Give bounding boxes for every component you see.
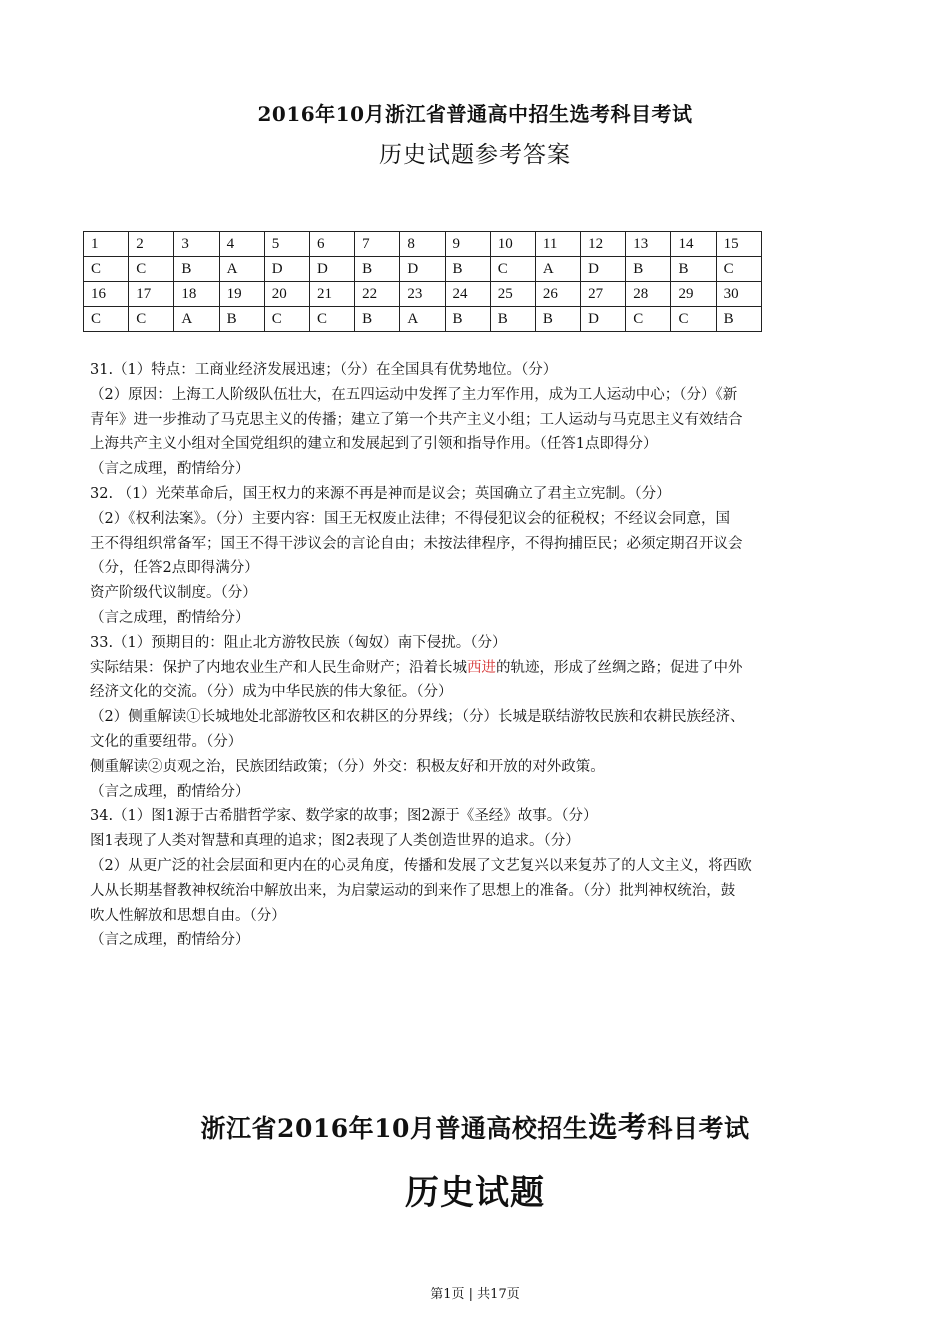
answer-text: 的轨迹，形成了丝绸之路；促进了中外 <box>496 659 743 676</box>
table-cell: 17 <box>129 282 174 307</box>
table-cell: C <box>129 257 174 282</box>
table-cell: 13 <box>626 232 671 257</box>
table-cell: B <box>535 307 580 332</box>
exam-title-part: 科目考试 <box>647 1114 750 1143</box>
table-cell: 30 <box>716 282 761 307</box>
answer-line: 王不得组织常备军；国王不得干涉议会的言论自由；未按法律程序，不得拘捕臣民；必须定期召开议会 <box>90 535 743 552</box>
table-cell: A <box>535 257 580 282</box>
table-cell: B <box>445 257 490 282</box>
table-cell: B <box>355 257 400 282</box>
table-cell: 5 <box>264 232 309 257</box>
answer-line: 32. （1）光荣革命后，国王权力的来源不再是神而是议会；英国确立了君主立宪制。（分） <box>90 485 671 502</box>
table-cell: 14 <box>671 232 716 257</box>
answer-line: （2）原因：上海工人阶级队伍壮大，在五四运动中发挥了主力军作用，成为工人运动中心；（分）《新 <box>90 386 738 403</box>
table-cell: C <box>84 307 129 332</box>
answer-line: 文化的重要纽带。（分） <box>90 733 243 750</box>
answer-line: （言之成理，酌情给分） <box>90 932 250 949</box>
exam-title-part: 选考 <box>588 1110 648 1144</box>
highlighted-text: 西进 <box>467 659 496 676</box>
table-cell: B <box>626 257 671 282</box>
answer-line: （分，任答2点即得满分） <box>90 560 259 577</box>
table-cell: 24 <box>445 282 490 307</box>
table-cell: B <box>490 307 535 332</box>
answer-line: 31.（1）特点：工商业经济发展迅速；（分）在全国具有优势地位。（分） <box>90 362 558 378</box>
answer-line: （2）《权利法案》。（分）主要内容：国王无权废止法律；不得侵犯议会的征税权；不经议会同意，国 <box>90 510 730 527</box>
answer-line: （2）侧重解读①长城地处北部游牧区和农耕区的分界线；（分）长城是联结游牧民族和农耕民族经济、 <box>90 709 745 726</box>
table-cell: 12 <box>581 232 626 257</box>
table-cell: B <box>671 257 716 282</box>
answer-line: 侧重解读②贞观之治，民族团结政策；（分）外交：积极友好和开放的对外政策。 <box>90 758 605 775</box>
answers-section <box>90 358 870 953</box>
table-cell: 2 <box>129 232 174 257</box>
answer-line: （言之成理，酌情给分） <box>90 461 250 478</box>
table-cell: 18 <box>174 282 219 307</box>
answer-line: 上海共产主义小组对全国党组织的建立和发展起到了引领和指导作用。（任答1点即得分） <box>90 436 658 453</box>
answer-line: 经济文化的交流。（分）成为中华民族的伟大象征。（分） <box>90 684 453 701</box>
table-row <box>84 282 762 307</box>
page-title: 2016年10月浙江省普通高中招生选考科目考试 <box>257 102 693 126</box>
answer-line: 资产阶级代议制度。（分） <box>90 585 257 602</box>
answer-text: 实际结果：保护了内地农业生产和人民生命财产；沿着长城 <box>90 659 467 676</box>
table-cell: 11 <box>535 232 580 257</box>
table-cell: C <box>309 307 354 332</box>
table-cell: D <box>309 257 354 282</box>
table-cell: B <box>174 257 219 282</box>
table-cell: C <box>84 257 129 282</box>
answer-line: （言之成理，酌情给分） <box>90 783 250 800</box>
exam-subtitle: 历史试题 <box>405 1173 545 1213</box>
table-cell: 3 <box>174 232 219 257</box>
table-cell: C <box>490 257 535 282</box>
table-cell: 27 <box>581 282 626 307</box>
page-subtitle: 历史试题参考答案 <box>379 142 571 168</box>
table-cell: C <box>716 257 761 282</box>
table-cell: 15 <box>716 232 761 257</box>
table-cell: 23 <box>400 282 445 307</box>
table-cell: 8 <box>400 232 445 257</box>
table-cell: 25 <box>490 282 535 307</box>
answer-line <box>90 656 870 681</box>
answer-line: 吹人性解放和思想自由。（分） <box>90 907 286 924</box>
table-cell: A <box>174 307 219 332</box>
table-cell: 7 <box>355 232 400 257</box>
answer-line: （言之成理，酌情给分） <box>90 609 250 626</box>
answer-line: 图1表现了人类对智慧和真理的追求；图2表现了人类创造世界的追求。（分） <box>90 833 580 850</box>
exam-title <box>0 1105 950 1146</box>
table-cell: B <box>219 307 264 332</box>
table-cell: B <box>445 307 490 332</box>
table-cell: 20 <box>264 282 309 307</box>
table-cell: B <box>355 307 400 332</box>
table-cell: 21 <box>309 282 354 307</box>
table-row <box>84 232 762 257</box>
table-cell: C <box>671 307 716 332</box>
answer-line: 33.（1）预期目的：阻止北方游牧民族（匈奴）南下侵扰。（分） <box>90 634 507 651</box>
table-cell: D <box>581 307 626 332</box>
answer-line: 人从长期基督教神权统治中解放出来，为启蒙运动的到来作了思想上的准备。（分）批判神权统治，鼓 <box>90 882 736 899</box>
table-cell: B <box>716 307 761 332</box>
table-cell: D <box>264 257 309 282</box>
table-cell: 28 <box>626 282 671 307</box>
table-cell: D <box>400 257 445 282</box>
table-cell: 10 <box>490 232 535 257</box>
table-cell: 22 <box>355 282 400 307</box>
table-cell: C <box>626 307 671 332</box>
table-cell: 6 <box>309 232 354 257</box>
table-cell: 16 <box>84 282 129 307</box>
answer-line: （2）从更广泛的社会层面和更内在的心灵角度，传播和发展了文艺复兴以来复苏了的人文主义，将西欧 <box>90 857 752 874</box>
answer-line: 青年》进一步推动了马克思主义的传播；建立了第一个共产主义小组；工人运动与马克思主义有效结合 <box>90 411 743 428</box>
table-cell: 19 <box>219 282 264 307</box>
table-cell: C <box>264 307 309 332</box>
table-cell: C <box>129 307 174 332</box>
table-cell: 26 <box>535 282 580 307</box>
table-row <box>84 257 762 282</box>
table-cell: 1 <box>84 232 129 257</box>
answer-key-table <box>83 231 762 332</box>
exam-title-part: 浙江省2016年10月普通高校招生 <box>200 1114 589 1143</box>
answer-line: 34.（1）图1源于古希腊哲学家、数学家的故事；图2源于《圣经》故事。（分） <box>90 808 598 825</box>
table-row <box>84 307 762 332</box>
page-footer: 第1页 | 共17页 <box>430 1287 520 1302</box>
table-cell: A <box>219 257 264 282</box>
table-cell: 4 <box>219 232 264 257</box>
table-cell: 9 <box>445 232 490 257</box>
table-cell: 29 <box>671 282 716 307</box>
table-cell: D <box>581 257 626 282</box>
table-cell: A <box>400 307 445 332</box>
